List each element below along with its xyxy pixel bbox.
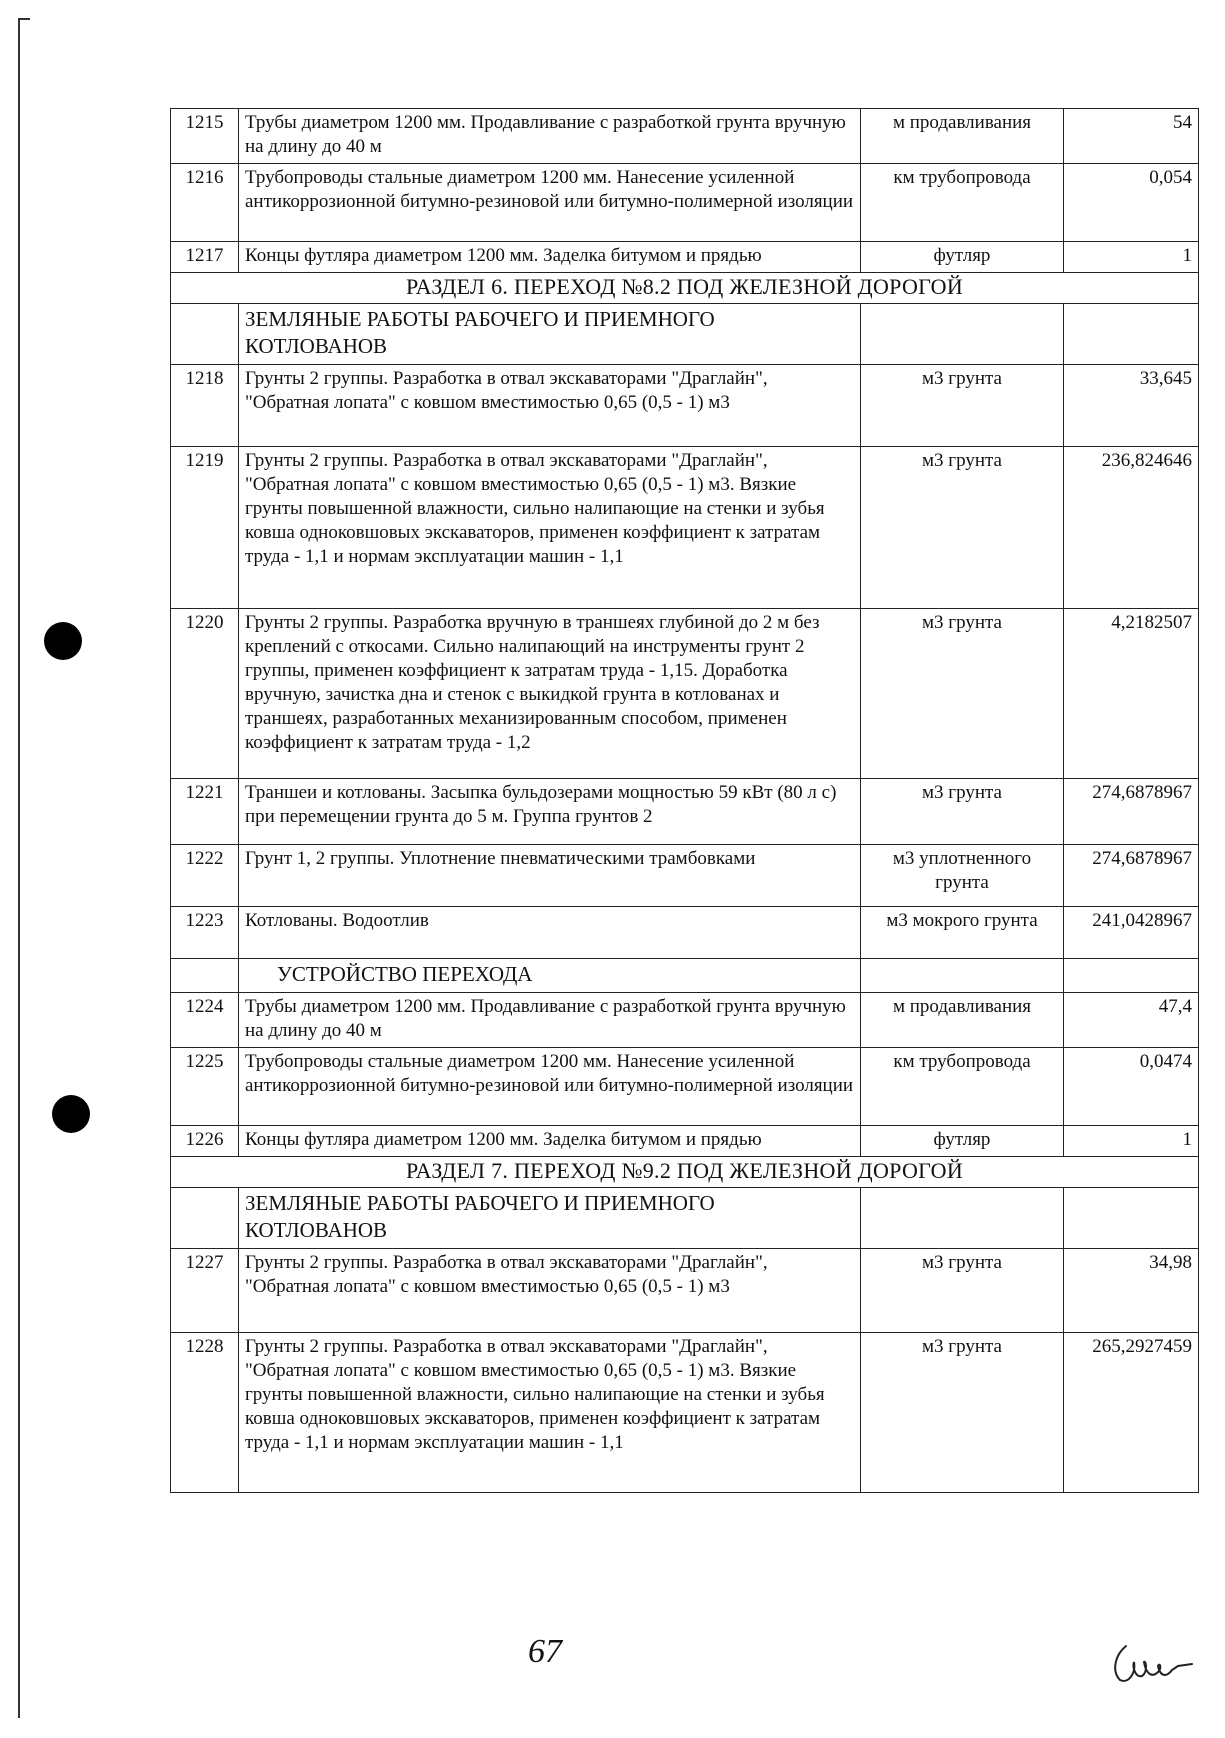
row-unit-empty bbox=[861, 304, 1064, 365]
table-row bbox=[171, 779, 1199, 845]
subsection-title: ЗЕМЛЯНЫЕ РАБОТЫ РАБОЧЕГО И ПРИЕМНОГО КОТЛОВАНОВ bbox=[239, 304, 861, 365]
handwritten-signature-icon bbox=[1108, 1638, 1198, 1691]
row-description: Трубопроводы стальные диаметром 1200 мм. Нанесение усиленной антикоррозионной битумно-резиновой или битумно-полимерной изоляции bbox=[239, 1048, 861, 1126]
row-quantity: 236,824646 bbox=[1064, 447, 1199, 609]
row-description: Грунты 2 группы. Разработка в отвал экскаваторами "Драглайн", "Обратная лопата" с ковшом вместимостью 0,65 (0,5 - 1) м3. Вязкие грунты повышенной влажности, сильно налипающие на стенки и зубья ковша одноковшовых экскаваторов, применен коэффициент к затратам труда - 1,1 и нормам эксплуатации машин - 1,1 bbox=[239, 447, 861, 609]
table-row bbox=[171, 1048, 1199, 1126]
row-description: Концы футляра диаметром 1200 мм. Заделка битумом и прядью bbox=[239, 242, 861, 273]
row-unit: м3 грунта bbox=[861, 779, 1064, 845]
row-number: 1225 bbox=[171, 1048, 239, 1126]
punch-hole-bottom bbox=[52, 1095, 90, 1133]
row-number: 1221 bbox=[171, 779, 239, 845]
row-number: 1227 bbox=[171, 1249, 239, 1333]
section-title: РАЗДЕЛ 7. ПЕРЕХОД №9.2 ПОД ЖЕЛЕЗНОЙ ДОРОГОЙ bbox=[171, 1157, 1199, 1188]
subsection-row bbox=[171, 959, 1199, 993]
table-row bbox=[171, 1126, 1199, 1157]
row-number: 1216 bbox=[171, 164, 239, 242]
table-row bbox=[171, 609, 1199, 779]
row-quantity: 274,6878967 bbox=[1064, 779, 1199, 845]
row-description: Траншеи и котлованы. Засыпка бульдозерами мощностью 59 кВт (80 л с) при перемещении грунта до 5 м. Группа грунтов 2 bbox=[239, 779, 861, 845]
row-number: 1224 bbox=[171, 993, 239, 1048]
table-row bbox=[171, 993, 1199, 1048]
estimate-table bbox=[170, 108, 1199, 1493]
scan-edge-tick bbox=[18, 18, 30, 20]
row-number: 1217 bbox=[171, 242, 239, 273]
row-quantity-empty bbox=[1064, 1188, 1199, 1249]
punch-hole-top bbox=[44, 622, 82, 660]
table-row bbox=[171, 164, 1199, 242]
subsection-title: ЗЕМЛЯНЫЕ РАБОТЫ РАБОЧЕГО И ПРИЕМНОГО КОТЛОВАНОВ bbox=[239, 1188, 861, 1249]
table-row bbox=[171, 365, 1199, 447]
row-number-empty bbox=[171, 959, 239, 993]
row-unit-empty bbox=[861, 959, 1064, 993]
row-description: Грунты 2 группы. Разработка в отвал экскаваторами "Драглайн", "Обратная лопата" с ковшом вместимостью 0,65 (0,5 - 1) м3 bbox=[239, 365, 861, 447]
page-number: 67 bbox=[528, 1633, 562, 1670]
row-quantity: 34,98 bbox=[1064, 1249, 1199, 1333]
row-quantity: 265,2927459 bbox=[1064, 1333, 1199, 1493]
row-number: 1218 bbox=[171, 365, 239, 447]
row-quantity-empty bbox=[1064, 304, 1199, 365]
subsection-row bbox=[171, 304, 1199, 365]
row-description: Грунты 2 группы. Разработка вручную в траншеях глубиной до 2 м без креплений с откосами. Сильно налипающий на инструменты грунт 2 группы, применен коэффициент к затратам труда - 1,15. Доработка вручную, зачистка дна и стенок с выкидкой грунта в котлованах и траншеях, разработанных механизированным способом, применен коэффициент к затратам труда - 1,2 bbox=[239, 609, 861, 779]
scan-edge-line bbox=[18, 18, 20, 1718]
row-quantity: 54 bbox=[1064, 109, 1199, 164]
table-row bbox=[171, 1333, 1199, 1493]
row-number: 1219 bbox=[171, 447, 239, 609]
row-description: Трубы диаметром 1200 мм. Продавливание с разработкой грунта вручную на длину до 40 м bbox=[239, 109, 861, 164]
row-number: 1223 bbox=[171, 907, 239, 959]
section-header-row bbox=[171, 273, 1199, 304]
row-quantity: 0,054 bbox=[1064, 164, 1199, 242]
table-row bbox=[171, 907, 1199, 959]
estimate-table-body bbox=[171, 109, 1199, 1493]
row-quantity: 1 bbox=[1064, 1126, 1199, 1157]
row-description: Трубы диаметром 1200 мм. Продавливание с разработкой грунта вручную на длину до 40 м bbox=[239, 993, 861, 1048]
subsection-title: УСТРОЙСТВО ПЕРЕХОДА bbox=[239, 959, 861, 993]
row-quantity: 274,6878967 bbox=[1064, 845, 1199, 907]
row-unit: км трубопровода bbox=[861, 1048, 1064, 1126]
row-number-empty bbox=[171, 1188, 239, 1249]
table-row bbox=[171, 109, 1199, 164]
section-title: РАЗДЕЛ 6. ПЕРЕХОД №8.2 ПОД ЖЕЛЕЗНОЙ ДОРОГОЙ bbox=[171, 273, 1199, 304]
row-unit: футляр bbox=[861, 242, 1064, 273]
row-number: 1215 bbox=[171, 109, 239, 164]
row-description: Трубопроводы стальные диаметром 1200 мм. Нанесение усиленной антикоррозионной битумно-резиновой или битумно-полимерной изоляции bbox=[239, 164, 861, 242]
row-quantity: 47,4 bbox=[1064, 993, 1199, 1048]
row-unit: футляр bbox=[861, 1126, 1064, 1157]
row-description: Грунты 2 группы. Разработка в отвал экскаваторами "Драглайн", "Обратная лопата" с ковшом вместимостью 0,65 (0,5 - 1) м3 bbox=[239, 1249, 861, 1333]
row-number: 1222 bbox=[171, 845, 239, 907]
table-row bbox=[171, 1249, 1199, 1333]
row-description: Концы футляра диаметром 1200 мм. Заделка битумом и прядью bbox=[239, 1126, 861, 1157]
row-unit: м продавливания bbox=[861, 993, 1064, 1048]
row-description: Котлованы. Водоотлив bbox=[239, 907, 861, 959]
row-quantity: 241,0428967 bbox=[1064, 907, 1199, 959]
row-unit: м3 грунта bbox=[861, 365, 1064, 447]
row-description: Грунты 2 группы. Разработка в отвал экскаваторами "Драглайн", "Обратная лопата" с ковшом вместимостью 0,65 (0,5 - 1) м3. Вязкие грунты повышенной влажности, сильно налипающие на стенки и зубья ковша одноковшовых экскаваторов, применен коэффициент к затратам труда - 1,1 и нормам эксплуатации машин - 1,1 bbox=[239, 1333, 861, 1493]
row-number-empty bbox=[171, 304, 239, 365]
table-row bbox=[171, 845, 1199, 907]
row-quantity: 33,645 bbox=[1064, 365, 1199, 447]
subsection-row bbox=[171, 1188, 1199, 1249]
row-number: 1226 bbox=[171, 1126, 239, 1157]
table-row bbox=[171, 242, 1199, 273]
row-number: 1220 bbox=[171, 609, 239, 779]
section-header-row bbox=[171, 1157, 1199, 1188]
row-unit: м3 мокрого грунта bbox=[861, 907, 1064, 959]
row-unit-empty bbox=[861, 1188, 1064, 1249]
row-quantity: 0,0474 bbox=[1064, 1048, 1199, 1126]
row-unit: м3 грунта bbox=[861, 1249, 1064, 1333]
row-unit: м продавливания bbox=[861, 109, 1064, 164]
row-quantity: 4,2182507 bbox=[1064, 609, 1199, 779]
row-unit: м3 грунта bbox=[861, 1333, 1064, 1493]
row-description: Грунт 1, 2 группы. Уплотнение пневматическими трамбовками bbox=[239, 845, 861, 907]
row-quantity: 1 bbox=[1064, 242, 1199, 273]
row-unit: м3 уплотненного грунта bbox=[861, 845, 1064, 907]
row-number: 1228 bbox=[171, 1333, 239, 1493]
row-quantity-empty bbox=[1064, 959, 1199, 993]
row-unit: м3 грунта bbox=[861, 447, 1064, 609]
row-unit: м3 грунта bbox=[861, 609, 1064, 779]
table-row bbox=[171, 447, 1199, 609]
row-unit: км трубопровода bbox=[861, 164, 1064, 242]
